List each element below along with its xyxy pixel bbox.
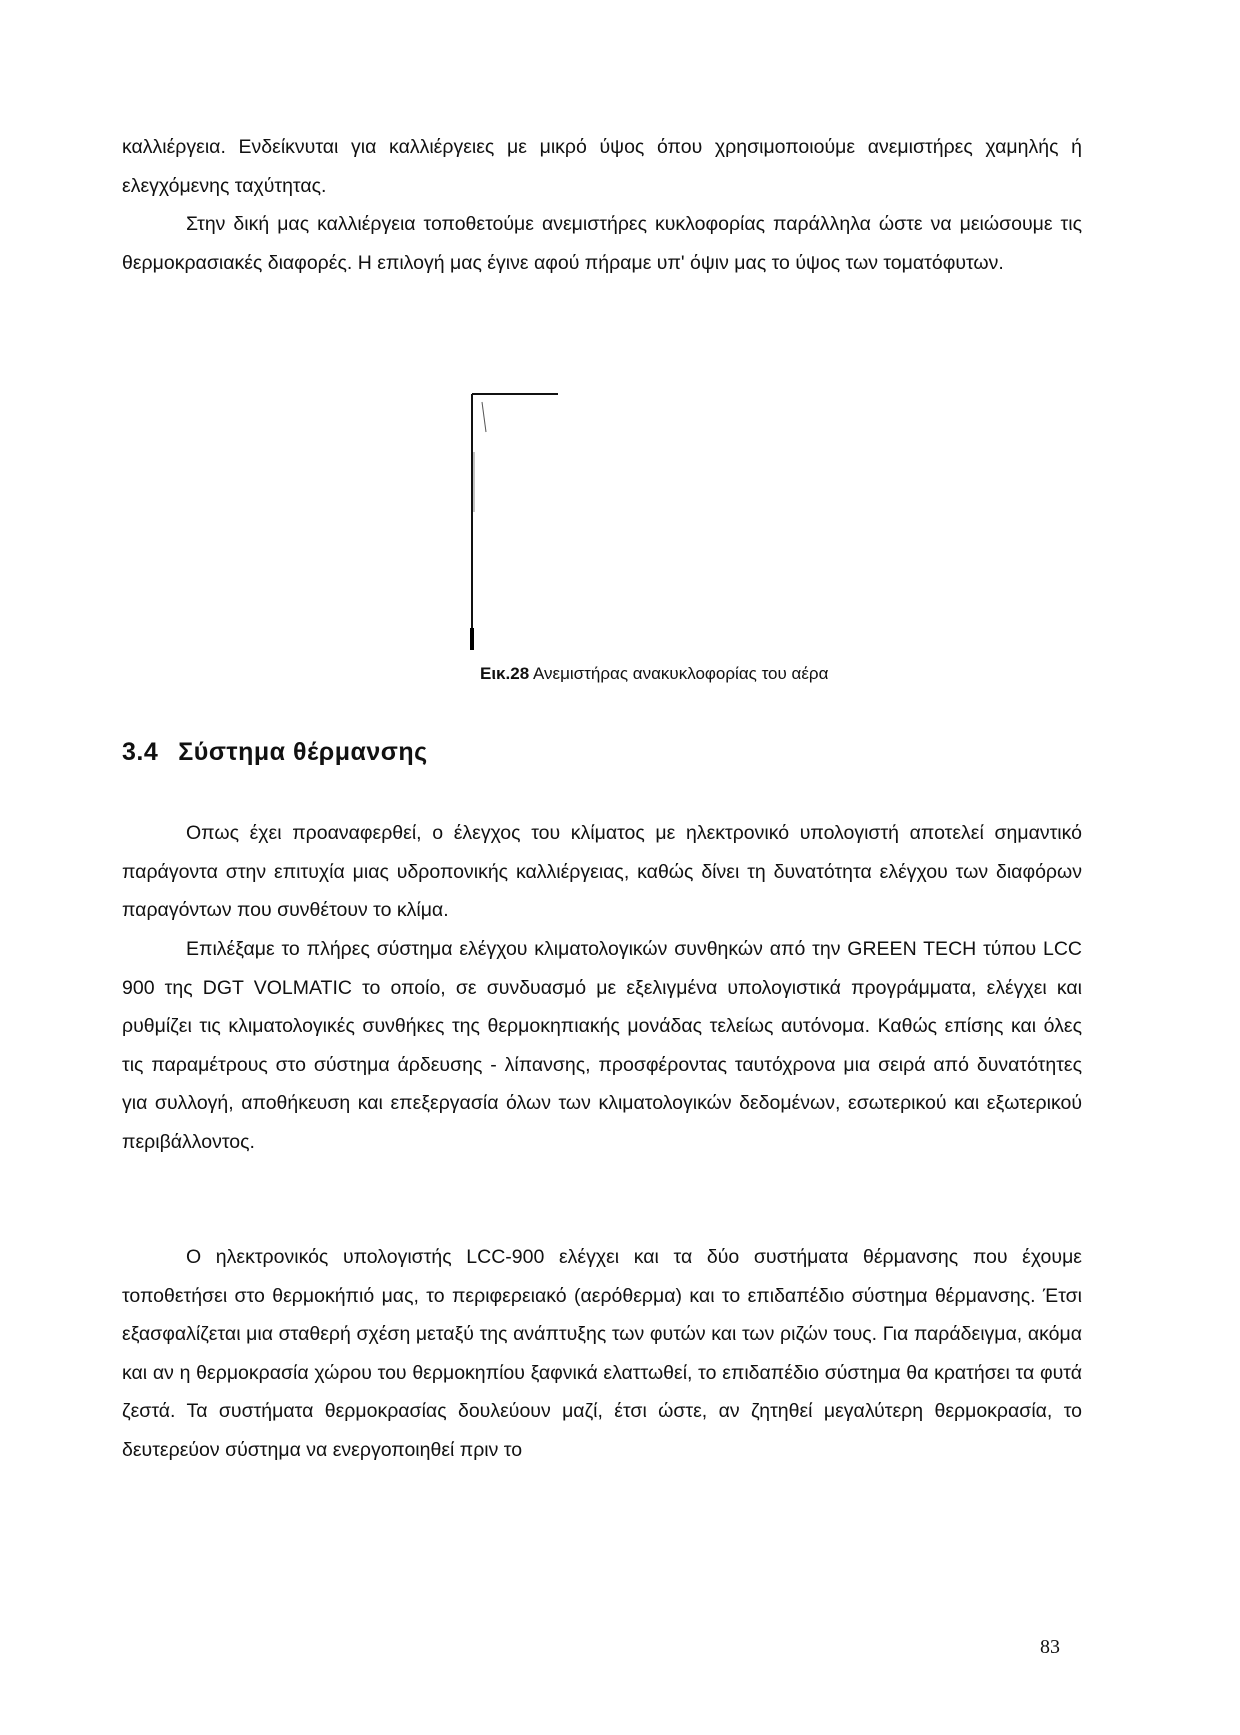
body-paragraph-1: Οπως έχει προαναφερθεί, ο έλεγχος του κλίματος με ηλεκτρονικό υπολογιστή αποτελεί σημαντικό παράγοντα στην επιτυχία μιας υδροπονικής καλλιέργειας, καθώς δίνει τη δυνατότητα ελέγχου των διαφόρων παραγόντων που συνθέτουν το κλίμα. [122, 822, 1082, 921]
figure-label: Εικ.28 [480, 664, 530, 683]
figure-caption [480, 664, 828, 684]
body-paragraph-2: Επιλέξαμε το πλήρες σύστημα ελέγχου κλιματολογικών συνθηκών από την GREEN TECH τύπου LCC 900 της DGT VOLMATIC το οποίο, σε συνδυασμό με εξελιγμένα υπολογιστικά προγράμματα, ελέγχει και ρυθμίζει τις κλιματολογικές συνθήκες της θερμοκηπιακής μονάδας τελείως αυτόνομα. Καθώς επίσης και όλες τις παραμέτρους στο σύστημα άρδευσης - λίπανσης, προσφέροντας ταυτόχρονα μια σειρά από δυνατότητες για συλλογή, αποθήκευση και επεξεργασία όλων των κλιματολογικών δεδομένων, εσωτερικού και εξωτερικού περιβάλλοντος. [122, 938, 1082, 1153]
section-title: Σύστημα θέρμανσης [178, 738, 428, 766]
intro-paragraph-2: Στην δική μας καλλιέργεια τοποθετούμε ανεμιστήρες κυκλοφορίας παράλληλα ώστε να μειώσουμε τις θερμοκρασιακές διαφορές. Η επιλογή μας έγινε αφού πήραμε υπ' όψιν μας το ύψος των τοματόφυτων. [122, 213, 1082, 274]
figure-caption-text: Ανεμιστήρας ανακυκλοφορίας του αέρα [532, 664, 829, 683]
intro-paragraph-1: καλλιέργεια. Ενδείκνυται για καλλιέργειες με μικρό ύψος όπου χρησιμοποιούμε ανεμιστήρες χαμηλής ή ελεγχόμενης ταχύτητας. [122, 136, 1082, 197]
page-number: 83 [1040, 1636, 1060, 1658]
body-paragraph-3: Ο ηλεκτρονικός υπολογιστής LCC-900 ελέγχει και τα δύο συστήματα θέρμανσης που έχουμε τοποθετήσει στο θερμοκήπιό μας, το περιφερειακό (αερόθερμα) και το επιδαπέδιο σύστημα θέρμανσης. Έτσι εξασφαλίζεται μια σταθερή σχέση μεταξύ της ανάπτυξης των φυτών και των ριζών τους. Για παράδειγμα, ακόμα και αν η θερμοκρασία χώρου του θερμοκηπίου ξαφνικά ελαττωθεί, το επιδαπέδιο σύστημα θα κρατήσει τα φυτά ζεστά. Τα συστήματα θερμοκρασίας δουλεύουν μαζί, έτσι ώστε, αν ζητηθεί μεγαλύτερη θερμοκρασία, το δευτερεύον σύστημα να ενεργοποιηθεί πριν το [122, 1246, 1082, 1461]
fan-figure-image [460, 392, 580, 652]
section-number: 3.4 [122, 738, 159, 766]
section-heading [122, 738, 428, 767]
